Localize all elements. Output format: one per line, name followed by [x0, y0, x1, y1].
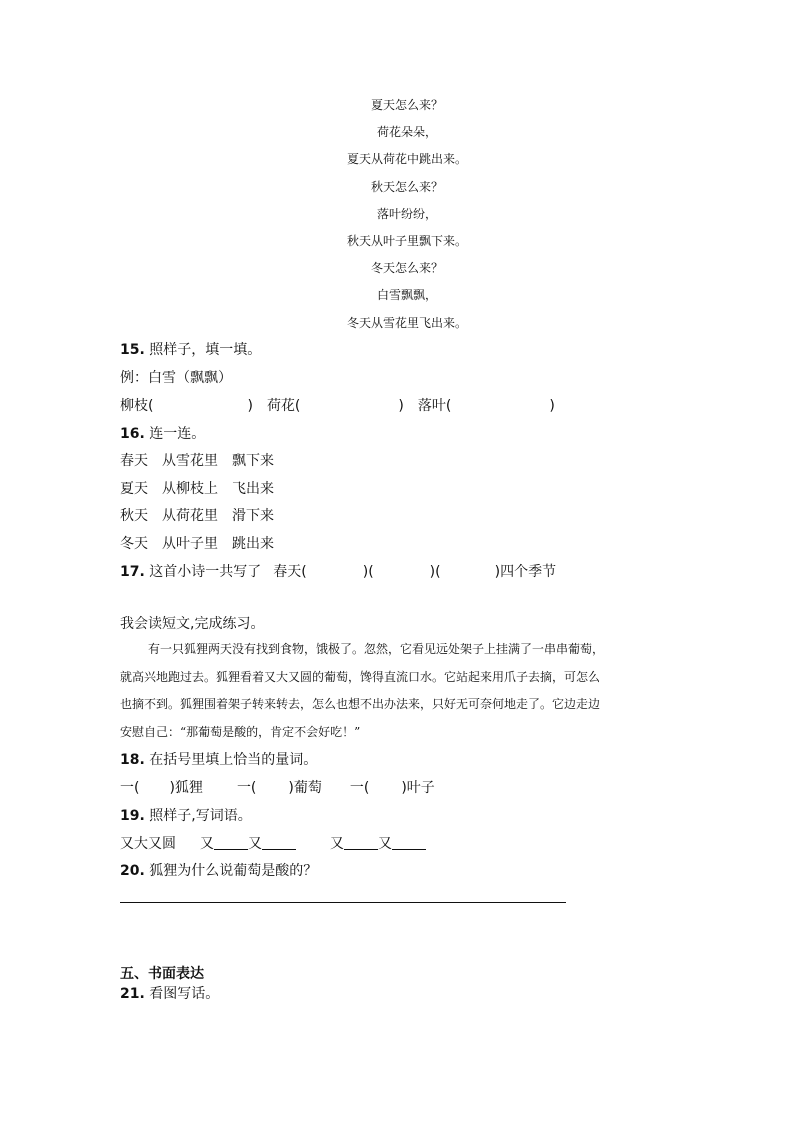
q19-example: 又大又圆: [120, 836, 176, 852]
q15-blanks: 柳枝( ) 荷花( ) 落叶( ): [120, 398, 555, 414]
poem-line: 夏天从荷花中跳出来。: [346, 152, 467, 167]
passage-line: 也摘不到。狐狸围着架子转来转去，怎么也想不出办法来，只好无可奈何地走了。它边走边: [120, 697, 601, 711]
answer-line: [120, 902, 566, 903]
question-15: 15. 照样子，填一填。: [120, 342, 262, 358]
poem: [0, 92, 794, 337]
question-number: 20: [120, 863, 140, 879]
question-16: 16. 连一连。: [120, 426, 206, 442]
passage-line: 安慰自己：“那葡萄是酸的，肯定不会好吃！”: [120, 724, 361, 739]
match-row: 秋天 从荷花里 滑下来: [120, 508, 274, 524]
question-18: 18. 在括号里填上恰当的量词。: [120, 752, 318, 768]
poem-line: 荷花朵朵，: [376, 125, 437, 140]
q18-blanks: 一( )狐狸 一( )葡萄 一( )叶子: [120, 780, 435, 796]
question-number: 15: [120, 342, 140, 358]
passage-line: 有一只狐狸两天没有找到食物，饿极了。忽然，它看见远处架子上挂满了一串串葡萄，: [148, 642, 605, 656]
question-text: 这首小诗一共写了: [149, 564, 262, 580]
question-number: 17: [120, 564, 140, 580]
question-number: 19: [120, 808, 140, 824]
question-text: 照样子,写词语。: [149, 808, 252, 824]
match-row: 春天 从雪花里 飘下来: [120, 453, 274, 469]
question-19: 19. 照样子,写词语。: [120, 808, 252, 824]
question-text: 狐狸为什么说葡萄是酸的？: [149, 863, 318, 879]
question-17: 17. 这首小诗一共写了 春天( )( )( )四个季节: [120, 564, 557, 580]
question-text: 照样子，填一填。: [149, 342, 262, 358]
q15-blank-c-label: 落叶(: [417, 398, 452, 414]
question-number: 21: [120, 986, 140, 1002]
poem-line: 冬天从雪花里飞出来。: [346, 315, 467, 330]
q15-example: 例：白雪（飘飘）: [120, 370, 232, 386]
question-number: 18: [120, 752, 140, 768]
poem-line: 秋天从叶子里飘下来。: [346, 233, 467, 248]
match-row: 夏天 从柳枝上 飞出来: [120, 481, 274, 497]
passage-line: 就高兴地跑过去。狐狸看着又大又圆的葡萄，馋得直流口水。它站起来用爪子去摘，可怎么: [120, 669, 601, 684]
poem-line: 落叶纷纷，: [376, 206, 437, 221]
section-title: 五、书面表达: [120, 966, 204, 982]
question-number: 16: [120, 426, 140, 442]
question-text: 连一连。: [149, 426, 206, 442]
poem-line: 白雪飘飘，: [376, 288, 437, 303]
match-row: 冬天 从叶子里 跳出来: [120, 536, 274, 552]
question-21: 21. 看图写话。: [120, 986, 220, 1002]
poem-line: 夏天怎么来？: [370, 98, 443, 112]
question-20: 20. 狐狸为什么说葡萄是酸的？: [120, 863, 318, 879]
question-text: 看图写话。: [149, 986, 220, 1002]
poem-line: 冬天怎么来？: [370, 261, 443, 276]
question-text: 在括号里填上恰当的量词。: [149, 752, 318, 768]
q15-blank-b-label: 荷花(: [266, 398, 301, 414]
q19-blanks: 又大又圆 又 又 又 又: [120, 834, 426, 854]
poem-line: 秋天怎么来？: [370, 179, 443, 194]
reading-heading: 我会读短文,完成练习。: [120, 616, 265, 632]
q15-blank-a-label: 柳枝(: [120, 398, 154, 414]
reading-passage: [120, 636, 680, 746]
